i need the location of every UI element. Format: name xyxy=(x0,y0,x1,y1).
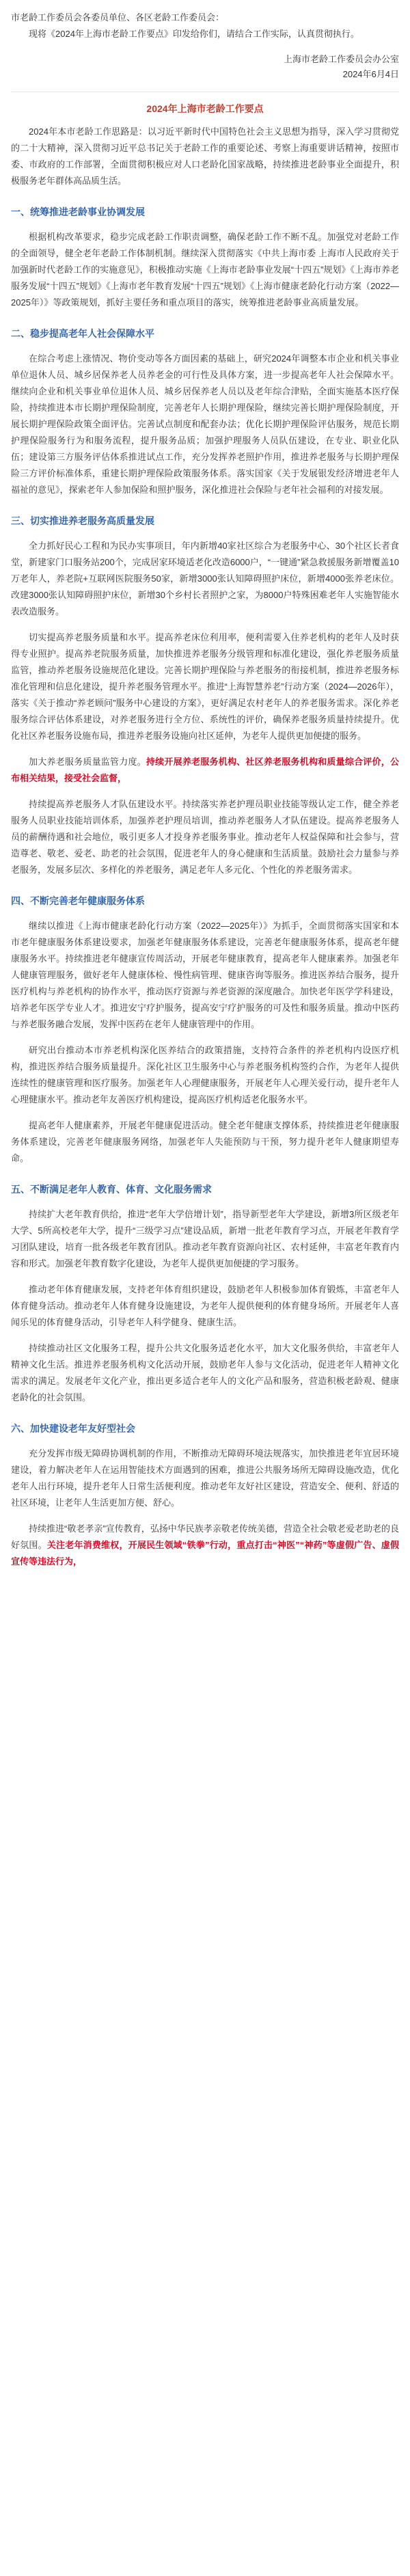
document-title: 2024年上海市老龄工作要点 xyxy=(146,103,264,114)
memo-salutation: 市老龄工作委员会各委员单位、各区老龄工作委员会： xyxy=(11,12,225,23)
section-heading-2: 二、稳步提高老年人社会保障水平 xyxy=(11,328,154,339)
section-5-paragraph: 推动老年体育健康发展，支持老年体育组织建设，鼓励老年人积极参加体育锻炼，丰富老年人体育健身活动。推动老年人体育健身设施建设，为老年人提供便利的体育健身场所。开展老年人喜闻乐见的体育健身活动，引导老年人科学健身、健康生活。 xyxy=(11,1284,399,1327)
section-5-paragraph: 持续扩大老年教育供给，推进“老年大学倍增计划”，指导新型老年大学建设，新增3所区级老年大学、5所高校老年大学，提升“三级学习点”建设品质，新增一批老年教育学习点，开展老年教育学习团队建设，培育一批各级老年教育团队。推动老年教育资源向社区、农村延伸，丰富老年教育内容和形式。加强老年教育数字化建设，为老年人提供更加便捷的学习服务。 xyxy=(11,1209,399,1269)
section-4-paragraph: 继续以推进《上海市健康老龄化行动方案（2022—2025年）》为抓手，全面贯彻落实国家和本市老年健康服务体系建设要求，加强老年健康服务体系建设，完善老年健康服务体系，提高老年健康服务水平。持续推进老年健康宣传周活动，开展老年健康教育，提高老年人健康素养。加强老年人健康管理服务，做好老年人健康体检、慢性病管理、健康咨询等服务。推进医养结合服务，提升医疗机构与养老机构的协作水平，推动医疗资源与养老资源的深度融合。加快老年医学学科建设，培养老年医学专业人才。推进安宁疗护服务，提高安宁疗护服务的可及性和服务质量。推动中医药与养老服务融合发展，发挥中医药在老年人健康管理中的作用。 xyxy=(11,921,399,1029)
section-2-paragraph: 在综合考虑上涨情况、物价变动等各方面因素的基础上，研究2024年调整本市企业和机关事业单位退休人员、城乡居保养老人员养老金的可行性及具体方案，进一步提高老年人社会保障水平。继续向企业和机关事业单位退休人员、城乡居保养老人员以及老年综合津贴，全面实施基本医疗保险，持续推进本市长期护理保险制度，完善老年人长期护理保险，继续完善长期护理保险制度，开展长期护理保险政策全面评估。完善试点制度和配套办法；优化长期护理保险评估服务，规范长期护理保险服务行为和服务流程，提升服务品质；加强护理服务人员队伍建设，在专业、职业化队伍；建设第三方服务评估体系推进试点工作，充分发挥养老照护作用，推进养老服务与长期护理保险三方评价标准体系，重建长期护理保险政策服务体系。落实国家《关于发展银发经济增进老年人福祉的意见》，探索老年人参加保险和照护服务，深化推进社会保险与老年社会福利的对接发展。 xyxy=(11,353,399,495)
section-heading-4: 四、不断完善老年健康服务体系 xyxy=(11,895,145,906)
intro-paragraph: 2024年本市老龄工作思路是：以习近平新时代中国特色社会主义思想为指导，深入学习贯彻党的二十大精神，深入贯彻习近平总书记关于老龄工作的重要论述、考察上海重要讲话精神，按照市委、市政府的工作部署，全面贯彻积极应对人口老龄化国家战略，持续推进老龄事业全面提升，积极服务老年群体高品质生活。 xyxy=(11,126,399,186)
section-4-paragraph: 研究出台推动本市养老机构深化医养结合的政策措施，支持符合条件的养老机构内设医疗机构，推进医养结合服务质量提升。深化社区卫生服务中心与养老服务机构签约合作，为老年人提供连续性的健康管理和医疗服务。加强老年人心理健康服务，开展老年人心理关爱行动，提升老年人心理健康水平。推动老年友善医疗机构建设，提高医疗机构适老化服务水平。 xyxy=(11,1045,399,1104)
section-3-paragraph: 全力抓好民心工程和为民办实事项目，年内新增40家社区综合为老服务中心、30个社区长者食堂，新建家门口服务站200个，完成居家环境适老化改造6000户，“一键通”紧急救援服务新增覆盖10万老年人，养老院+互联网医院服务50家，新增3000张认知障碍照护床位，新增4000张养老床位。改建3000张认知障碍照护床位，新增30个乡村长者照护之家，为8000户特殊困难老年人实施智能水表改造服务。 xyxy=(11,541,399,616)
section-1-paragraph: 根据机构改革要求，稳步完成老龄工作职责调整，确保老龄工作不断不乱。加强党对老龄工作的全面领导，健全老年老龄工作体制机制。继续深入贯彻落实《中共上海市委 上海市人民政府关于加强新时代老龄工作的实施意见》，积极推动实施《上海市老龄事业发展“十四五”规划》《上海市养老服务发展“十四五”规划》《上海市老年教育发展“十四五”规划》《上海市健康老龄化行动方案（2022—2025年）》等政策规划，抓好主要任务和重点项目的落实，统筹推进老龄事业高质量发展。 xyxy=(11,232,399,308)
section-heading-5: 五、不断满足老年人教育、体育、文化服务需求 xyxy=(11,1184,212,1195)
memo-signature-block xyxy=(11,52,399,82)
section-3-paragraph: 持续提高养老服务人才队伍建设水平。持续落实养老护理员职业技能等级认定工作，健全养老服务人员职业技能培训体系，加强养老护理员培训，推动养老服务人才队伍建设。提高养老服务人员的薪酬待遇和社会地位，吸引更多人才投身养老服务事业。推动老年人权益保障和社会参与，营造尊老、敬老、爱老、助老的社会氛围，促进老年人的身心健康和生活质量。鼓励社会力量参与养老服务，发展多层次、多样化的养老服务，满足老年人多元化、个性化的养老服务需求。 xyxy=(11,799,399,875)
section-6-paragraph: 充分发挥市级无障碍协调机制的作用，不断推动无障碍环境法规落实，加快推进老年宜居环境建设，着力解决老年人在运用智能技术方面遇到的困难，推进公共服务场所无障碍设施改造，优化老年人出行环境，提升老年人日常生活便利度。推动老年友好社区建设，营造安全、便利、舒适的社区环境，让老年人生活更加方便、舒心。 xyxy=(11,1448,399,1508)
memo-signature: 上海市老龄工作委员会办公室 xyxy=(283,54,399,64)
section-3-lead: 加大养老服务质量监管力度。 xyxy=(29,757,146,767)
section-4-paragraph: 提高老年人健康素养，开展老年健康促进活动。健全老年健康支撑体系，持续推进老年健康服务体系建设，完善老年健康服务网络，加强老年人失能预防与干预，努力提升老年人健康期望寿命。 xyxy=(11,1120,399,1163)
highlight-text: 关注老年消费维权，开展民生领域“铁拳”行动，重点打击“神医”“神药”等虚假广告、虚假宣传等违法行为， xyxy=(11,1540,399,1567)
section-3-paragraph-highlight xyxy=(11,754,399,787)
section-heading-6: 六、加快建设老年友好型社会 xyxy=(11,1423,135,1434)
memo-body: 现将《2024年上海市老龄工作要点》印发给你们，请结合工作实际，认真贯彻执行。 xyxy=(29,29,359,39)
section-6-paragraph-highlight xyxy=(11,1521,399,1570)
section-5-paragraph: 持续推动社区文化服务工程，提升公共文化服务适老化水平，加大文化服务供给，丰富老年人精神文化生活。推进养老服务机构文化活动开展，鼓励老年人参与文化活动，促进老年人精神文化需求的满足。发展老年文化产业，推出更多适合老年人的文化产品和服务，营造积极老龄观、健康老龄化的社会氛围。 xyxy=(11,1343,399,1402)
memo-date: 2024年6月4日 xyxy=(342,69,399,79)
section-heading-3: 三、切实推进养老服务高质量发展 xyxy=(11,515,154,526)
section-heading-1: 一、统筹推进老龄事业协调发展 xyxy=(11,206,145,217)
section-3-paragraph: 切实提高养老服务质量和水平。提高养老床位利用率，便利需要入住养老机构的老年人及时获得专业照护。提高养老院服务质量，加快推进养老服务分级管理和标准化建设，强化养老服务质量监管，推动养老服务设施规范化建设。完善长期护理保险与养老服务的衔接机制，推进养老服务标准化管理和信息化建设，提升养老服务管理水平。推进“上海智慧养老”行动方案（2024—2026年），落实《关于推动“养老顾问”服务中心建设的方案》，更好满足农村老年人的养老服务需求。深化养老服务综合评估体系建设，对养老服务进行全方位、系统性的评价，确保养老服务质量持续提升。优化社区养老服务设施布局，推进养老服务设施向社区延伸，为老年人提供更加便捷的服务。 xyxy=(11,632,399,741)
cover-memo xyxy=(11,0,399,82)
highlight-text: 持续开展养老服务机构、社区养老服务机构和质量综合评价，公布相关结果，接受社会监督， xyxy=(11,757,399,783)
section-6-lead: 持续推进“敬老孝亲”宣传教育，弘扬中华民族孝亲敬老传统美德，营造全社会敬老爱老助老的良好氛围。 xyxy=(11,1523,399,1550)
